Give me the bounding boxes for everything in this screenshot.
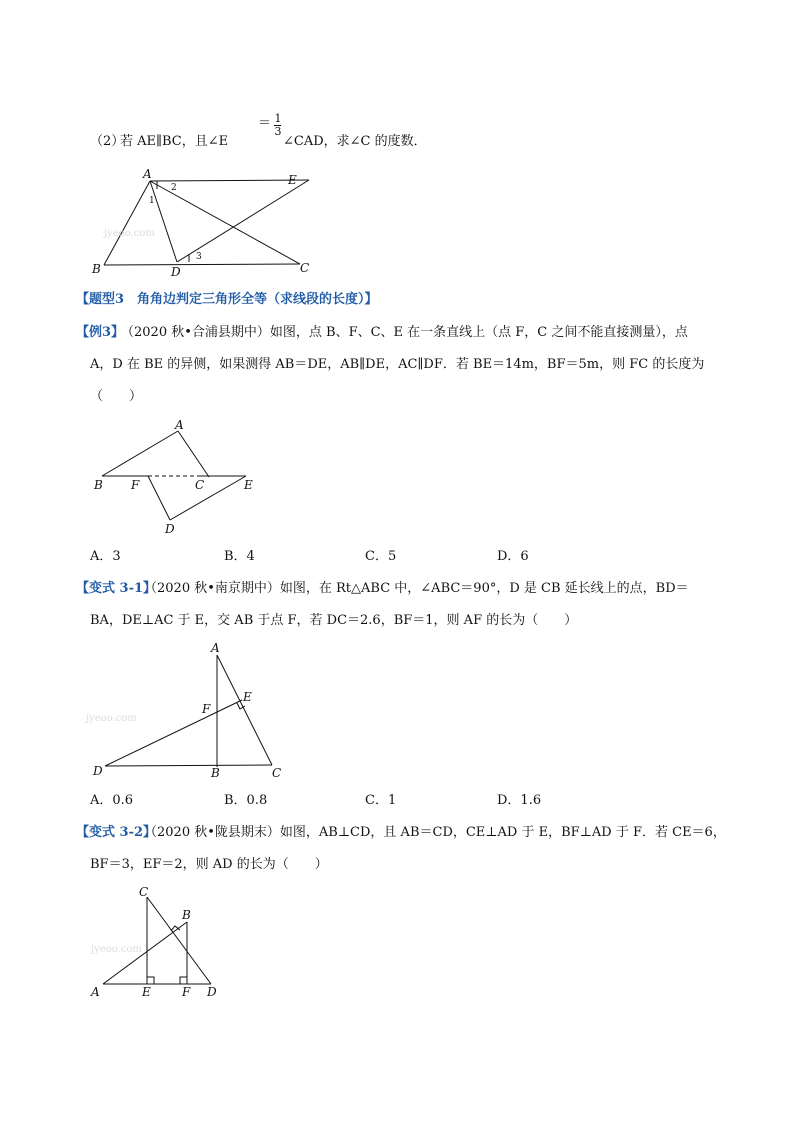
ex3-label-e: E <box>244 478 253 492</box>
ex3-line-3: （ ） <box>90 389 143 404</box>
v31-option-c: C．1 <box>365 793 397 808</box>
ex3-label-d: D <box>165 522 175 536</box>
v31-label-e: E <box>243 690 252 704</box>
q2-text-b: ∠CAD，求∠C 的度数． <box>283 134 427 149</box>
fig1-watermark: jyeoo.com <box>104 228 155 239</box>
v32-label-c: C <box>139 885 149 899</box>
v32-label-d: D <box>207 985 217 999</box>
v31-option-a: A．0.6 <box>90 793 134 808</box>
ex3-option-c: C．5 <box>365 549 397 564</box>
v31-line-2: BA，DE⊥AC 于 E，交 AB 于点 F，若 DC＝2.6，BF＝1，则 AF 的长为（ ） <box>90 613 578 628</box>
q2-fraction-numerator: 1 <box>274 112 282 125</box>
ex3-option-d: D．6 <box>497 549 529 564</box>
v31-option-b: B．0.8 <box>224 793 268 808</box>
v31-label-c: C <box>272 766 282 780</box>
fig1-angle-1: 1 <box>149 196 155 206</box>
ex3-label-f: F <box>131 478 140 492</box>
v32-label-b: B <box>182 908 191 922</box>
v31-label-b: B <box>211 766 220 780</box>
v31-label-a: A <box>211 641 220 655</box>
ex3-label-c: C <box>195 478 205 492</box>
fig1-label-d: D <box>171 265 181 279</box>
v32-label-e: E <box>142 985 151 999</box>
fig1-angle-3: 3 <box>196 252 202 262</box>
v32-tag: 【变式 3-2】 <box>76 825 157 840</box>
ex3-label-a: A <box>175 418 184 432</box>
v32-line-2: BF＝3，EF＝2，则 AD 的长为（ ） <box>90 857 328 872</box>
v32-watermark: jyeoo.com <box>91 944 142 955</box>
v31-tag: 【变式 3-1】 <box>76 581 157 596</box>
q2-fraction-equals: ＝ <box>258 116 272 131</box>
v32-label-f: F <box>182 985 191 999</box>
q2-number: （2） <box>90 134 125 149</box>
fig1-label-b: B <box>92 262 101 276</box>
ex3-tag: 【例3】 <box>76 325 125 340</box>
section-title: 【题型3 角角边判定三角形全等（求线段的长度）】 <box>76 292 378 307</box>
ex3-line-2: A，D 在 BE 的异侧，如果测得 AB＝DE，AB∥DE，AC∥DF．若 BE＝14m，BF＝5m，则 FC 的长度为 <box>90 357 705 372</box>
fig1-angle-2: 2 <box>171 183 177 193</box>
fig1-label-c: C <box>300 261 310 275</box>
ex3-line-1: （2020 秋•合浦县期中）如图，点 B、F、C、E 在一条直线上（点 F，C 之间不能直接测量），点 <box>121 325 688 340</box>
q2-fraction-denominator: 3 <box>274 125 282 138</box>
fig1-label-e: E <box>288 173 297 187</box>
ex3-option-a: A．3 <box>90 549 121 564</box>
v31-line-1: （2020 秋•南京期中）如图，在 Rt△ABC 中，∠ABC＝90°，D 是 CB 延长线上的点，BD＝ <box>144 581 689 596</box>
v31-option-d: D．1.6 <box>497 793 542 808</box>
v31-label-d: D <box>93 764 103 778</box>
ex3-label-b: B <box>94 478 103 492</box>
v31-watermark: jyeoo.com <box>86 713 137 724</box>
ex3-option-b: B．4 <box>224 549 255 564</box>
v31-label-f: F <box>202 702 211 716</box>
q2-text-a: 若 AE∥BC，且∠E <box>120 134 229 149</box>
fig1-label-a: A <box>143 167 152 181</box>
v32-label-a: A <box>91 985 100 999</box>
v32-line-1: （2020 秋•陇县期末）如图，AB⊥CD，且 AB＝CD，CE⊥AD 于 E，BF⊥AD 于 F．若 CE＝6， <box>144 825 726 840</box>
